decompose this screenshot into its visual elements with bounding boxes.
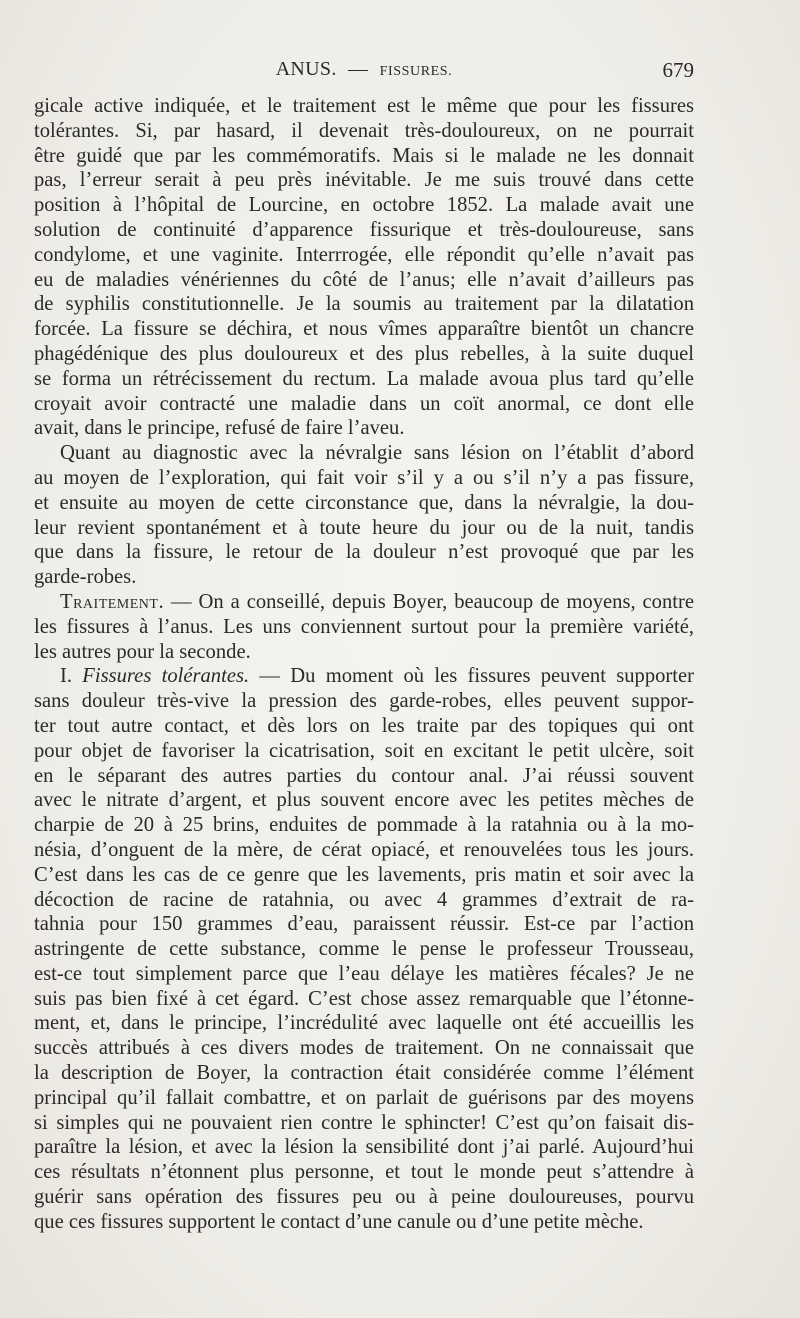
text-line: ter tout autre contact, et dès lors on les traite par des topiques qui ont (34, 714, 694, 737)
text-line: garde-robes. (34, 566, 137, 589)
text-line: phagédénique des plus douloureux et des plus rebelles, à la suite duquel (34, 342, 694, 365)
text-line: au moyen de l’exploration, qui fait voir s’il y a ou s’il n’y a pas fissure, (34, 466, 694, 489)
paragraph-treatment (34, 590, 694, 664)
text-line: forcée. La fissure se déchira, et nous vîmes apparaître bientôt un chancre (34, 318, 694, 341)
text-run: — On a conseillé, depuis Boyer, beaucoup de moyens, contre (164, 590, 694, 613)
text-line (34, 590, 694, 615)
text-line: eu de maladies vénériennes du côté de l’anus; elle n’avait d’ailleurs pas (34, 268, 694, 291)
page-number: 679 (662, 58, 694, 82)
text-line: gicale active indiquée, et le traitement est le même que pour les fissures (34, 95, 694, 117)
page-header (34, 58, 694, 84)
text-line (34, 664, 694, 689)
text-line: charpie de 20 à 25 brins, enduites de pommade à la ratahnia ou à la mo- (34, 814, 694, 837)
text-line: pour objet de favoriser la cicatrisation, soit en excitant le petit ulcère, soit (34, 739, 694, 762)
text-line: se forma un rétrécissement du rectum. La malade avoua plus tard qu’elle (34, 367, 694, 390)
running-head-section: FISSURES. (379, 64, 453, 79)
text-line: les autres pour la seconde. (34, 640, 251, 663)
text-line: de syphilis constitutionnelle. Je la soumis au traitement par la dilatation (34, 293, 694, 316)
text-line: condylome, et une vaginite. Interrrogée, elle répondit qu’elle n’avait pas (34, 243, 694, 266)
text-line: leur revient spontanément et à toute heure du jour ou de la nuit, tandis (34, 516, 694, 539)
running-head (34, 58, 694, 81)
body-text (34, 94, 694, 1235)
text-line: sans douleur très-vive la pression des garde-robes, elles peuvent suppor- (34, 690, 694, 713)
text-line: est-ce tout simplement parce que l’eau délaye les matières fécales? Je ne (34, 962, 694, 985)
text-line: croyait avoir contracté une maladie dans un coït anormal, ce dont elle (34, 392, 694, 415)
text-line: que ces fissures supportent le contact d’une canule ou d’une petite mèche. (34, 1210, 644, 1233)
text-run: — Du moment où les fissures peuvent supporter (249, 665, 694, 688)
text-line: avec le nitrate d’argent, et plus souvent encore avec les petites mèches de (34, 789, 694, 812)
running-head-title: ANUS. (275, 58, 337, 80)
text-line: tahnia pour 150 grammes d’eau, paraissent réussir. Est-ce par l’action (34, 913, 694, 936)
text-line: ces résultats n’étonnent plus personne, et tout le monde peut s’attendre à (34, 1161, 694, 1184)
text-line: la description de Boyer, la contraction était considérée comme l’élément (34, 1062, 694, 1085)
text-line: ment, et, dans le principe, l’incrédulité avec laquelle ont été accueillis les (34, 1012, 694, 1035)
paragraph (34, 441, 694, 590)
text-line: et ensuite au moyen de cette circonstance que, dans la névralgie, la dou- (34, 491, 694, 514)
text-line: décoction de racine de ratahnia, ou avec 4 grammes d’extrait de ra- (34, 888, 694, 911)
section-heading-treatment: Traitement. (60, 590, 165, 613)
text-line: position à l’hôpital de Lourcine, en octobre 1852. La malade avait une (34, 194, 694, 217)
text-line: si simples qui ne pouvaient rien contre le sphincter! C’est qu’on faisait dis- (34, 1111, 694, 1134)
text-line: être guidé que par les commémoratifs. Mais si le malade ne les donnait (34, 144, 694, 167)
paragraph (34, 94, 694, 441)
text-line: en le séparant des autres parties du contour anal. J’ai réussi souvent (34, 764, 694, 787)
text-line: suis pas bien fixé à cet égard. C’est chose assez remarquable que l’étonne- (34, 987, 694, 1010)
text-line: avait, dans le principe, refusé de faire l’aveu. (34, 417, 405, 440)
subsection-heading: Fissures tolérantes. (82, 665, 250, 688)
text-line: nésia, d’onguent de la mère, de cérat opiacé, et renouvelées tous les jours. (34, 838, 694, 861)
text-line: pas, l’erreur serait à peu près inévitable. Je me suis trouvé dans cette (34, 169, 694, 192)
text-line: les fissures à l’anus. Les uns conviennent surtout pour la première variété, (34, 615, 694, 638)
text-line: paraître la lésion, et avec la lésion la sensibilité dont j’ai parlé. Aujourd’hui (34, 1136, 694, 1159)
text-line: que dans la fissure, le retour de la douleur n’est provoqué que par les (34, 541, 694, 564)
text-line: astringente de cette substance, comme le pense le professeur Trousseau, (34, 938, 694, 961)
section-number: I. (60, 665, 83, 688)
paragraph-fissures-tolerantes (34, 664, 694, 1234)
text-line: guérir sans opération des fissures peu ou à peine douloureuses, pourvu (34, 1186, 694, 1209)
running-head-separator: — (347, 58, 369, 80)
text-line: solution de continuité d’apparence fissurique et très-douloureuse, sans (34, 218, 694, 241)
text-line: C’est dans les cas de ce genre que les lavements, pris matin et soir avec la (34, 863, 694, 886)
text-line: principal qu’il fallait combattre, et on parlait de guérisons par des moyens (34, 1086, 694, 1109)
text-line: succès attribués à ces divers modes de traitement. On ne connaissait que (34, 1037, 694, 1060)
text-line: Quant au diagnostic avec la névralgie sans lésion on l’établit d’abord (60, 442, 694, 465)
text-line: tolérantes. Si, par hasard, il devenait très-douloureux, on ne pourrait (34, 119, 694, 142)
